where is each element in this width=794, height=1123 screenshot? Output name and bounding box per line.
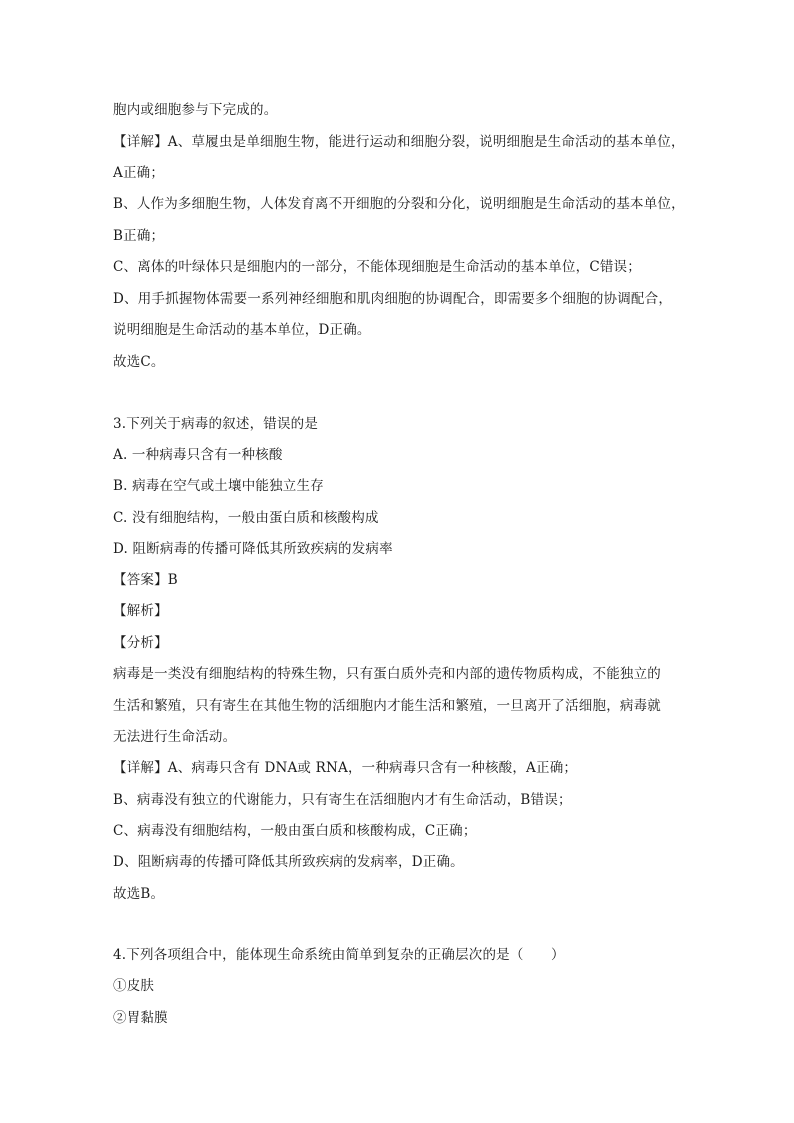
q3-fenxi-line1: 病毒是一类没有细胞结构的特殊生物，只有蛋白质外壳和内部的遗传物质构成，不能独立的	[113, 666, 661, 682]
q3-detail-c: C、病毒没有细胞结构，一般由蛋白质和核酸构成，C正确；	[113, 823, 477, 839]
q2-detail-a-line2: A正确；	[113, 165, 165, 181]
q3-stem: 3.下列关于病毒的叙述，错误的是	[113, 416, 319, 432]
q2-detail-a-line1: 【详解】A、草履虫是单细胞生物，能进行运动和细胞分裂，说明细胞是生命活动的基本单位，	[113, 134, 685, 150]
q2-detail-b-line2: B正确；	[113, 228, 165, 244]
q3-option-d: D. 阻断病毒的传播可降低其所致疾病的发病率	[113, 541, 393, 557]
q4-item-1: ①皮肤	[113, 978, 155, 994]
q4-item-2: ②胃黏膜	[113, 1010, 168, 1026]
q3-option-b: B. 病毒在空气或土壤中能独立生存	[113, 478, 324, 494]
q3-analysis-label: 【解析】	[113, 603, 168, 619]
q2-detail-b-line1: B、人作为多细胞生物，人体发育离不开细胞的分裂和分化，说明细胞是生命活动的基本单位，	[113, 196, 685, 212]
q2-text-line: 胞内或细胞参与下完成的。	[113, 102, 278, 118]
q3-detail-a: 【详解】A、病毒只含有 DNA或 RNA，一种病毒只含有一种核酸，A正确；	[113, 760, 578, 776]
q4-stem: 4.下列各项组合中，能体现生命系统由简单到复杂的正确层次的是（ ）	[113, 947, 565, 963]
q2-detail-d-line2: 说明细胞是生命活动的基本单位，D正确。	[113, 322, 371, 338]
q2-conclusion: 故选C。	[113, 354, 165, 370]
q2-detail-c: C、离体的叶绿体只是细胞内的一部分，不能体现细胞是生命活动的基本单位，C错误；	[113, 259, 641, 275]
q3-fenxi-line3: 无法进行生命活动。	[113, 729, 237, 745]
q3-detail-b: B、病毒没有独立的代谢能力，只有寄生在活细胞内才有生命活动，B错误；	[113, 792, 572, 808]
q3-option-a: A. 一种病毒只含有一种核酸	[113, 447, 283, 463]
q3-fenxi-label: 【分析】	[113, 635, 168, 651]
q2-detail-d-line1: D、用手抓握物体需要一系列神经细胞和肌肉细胞的协调配合，即需要多个细胞的协调配合，	[113, 291, 673, 307]
q3-conclusion: 故选B。	[113, 886, 165, 902]
q3-detail-d: D、阻断病毒的传播可降低其所致疾病的发病率，D正确。	[113, 854, 464, 870]
q3-answer: 【答案】B	[113, 572, 178, 588]
q3-option-c: C. 没有细胞结构，一般由蛋白质和核酸构成	[113, 510, 379, 526]
q3-fenxi-line2: 生活和繁殖，只有寄生在其他生物的活细胞内才能生活和繁殖，一旦离开了活细胞，病毒就	[113, 698, 661, 714]
